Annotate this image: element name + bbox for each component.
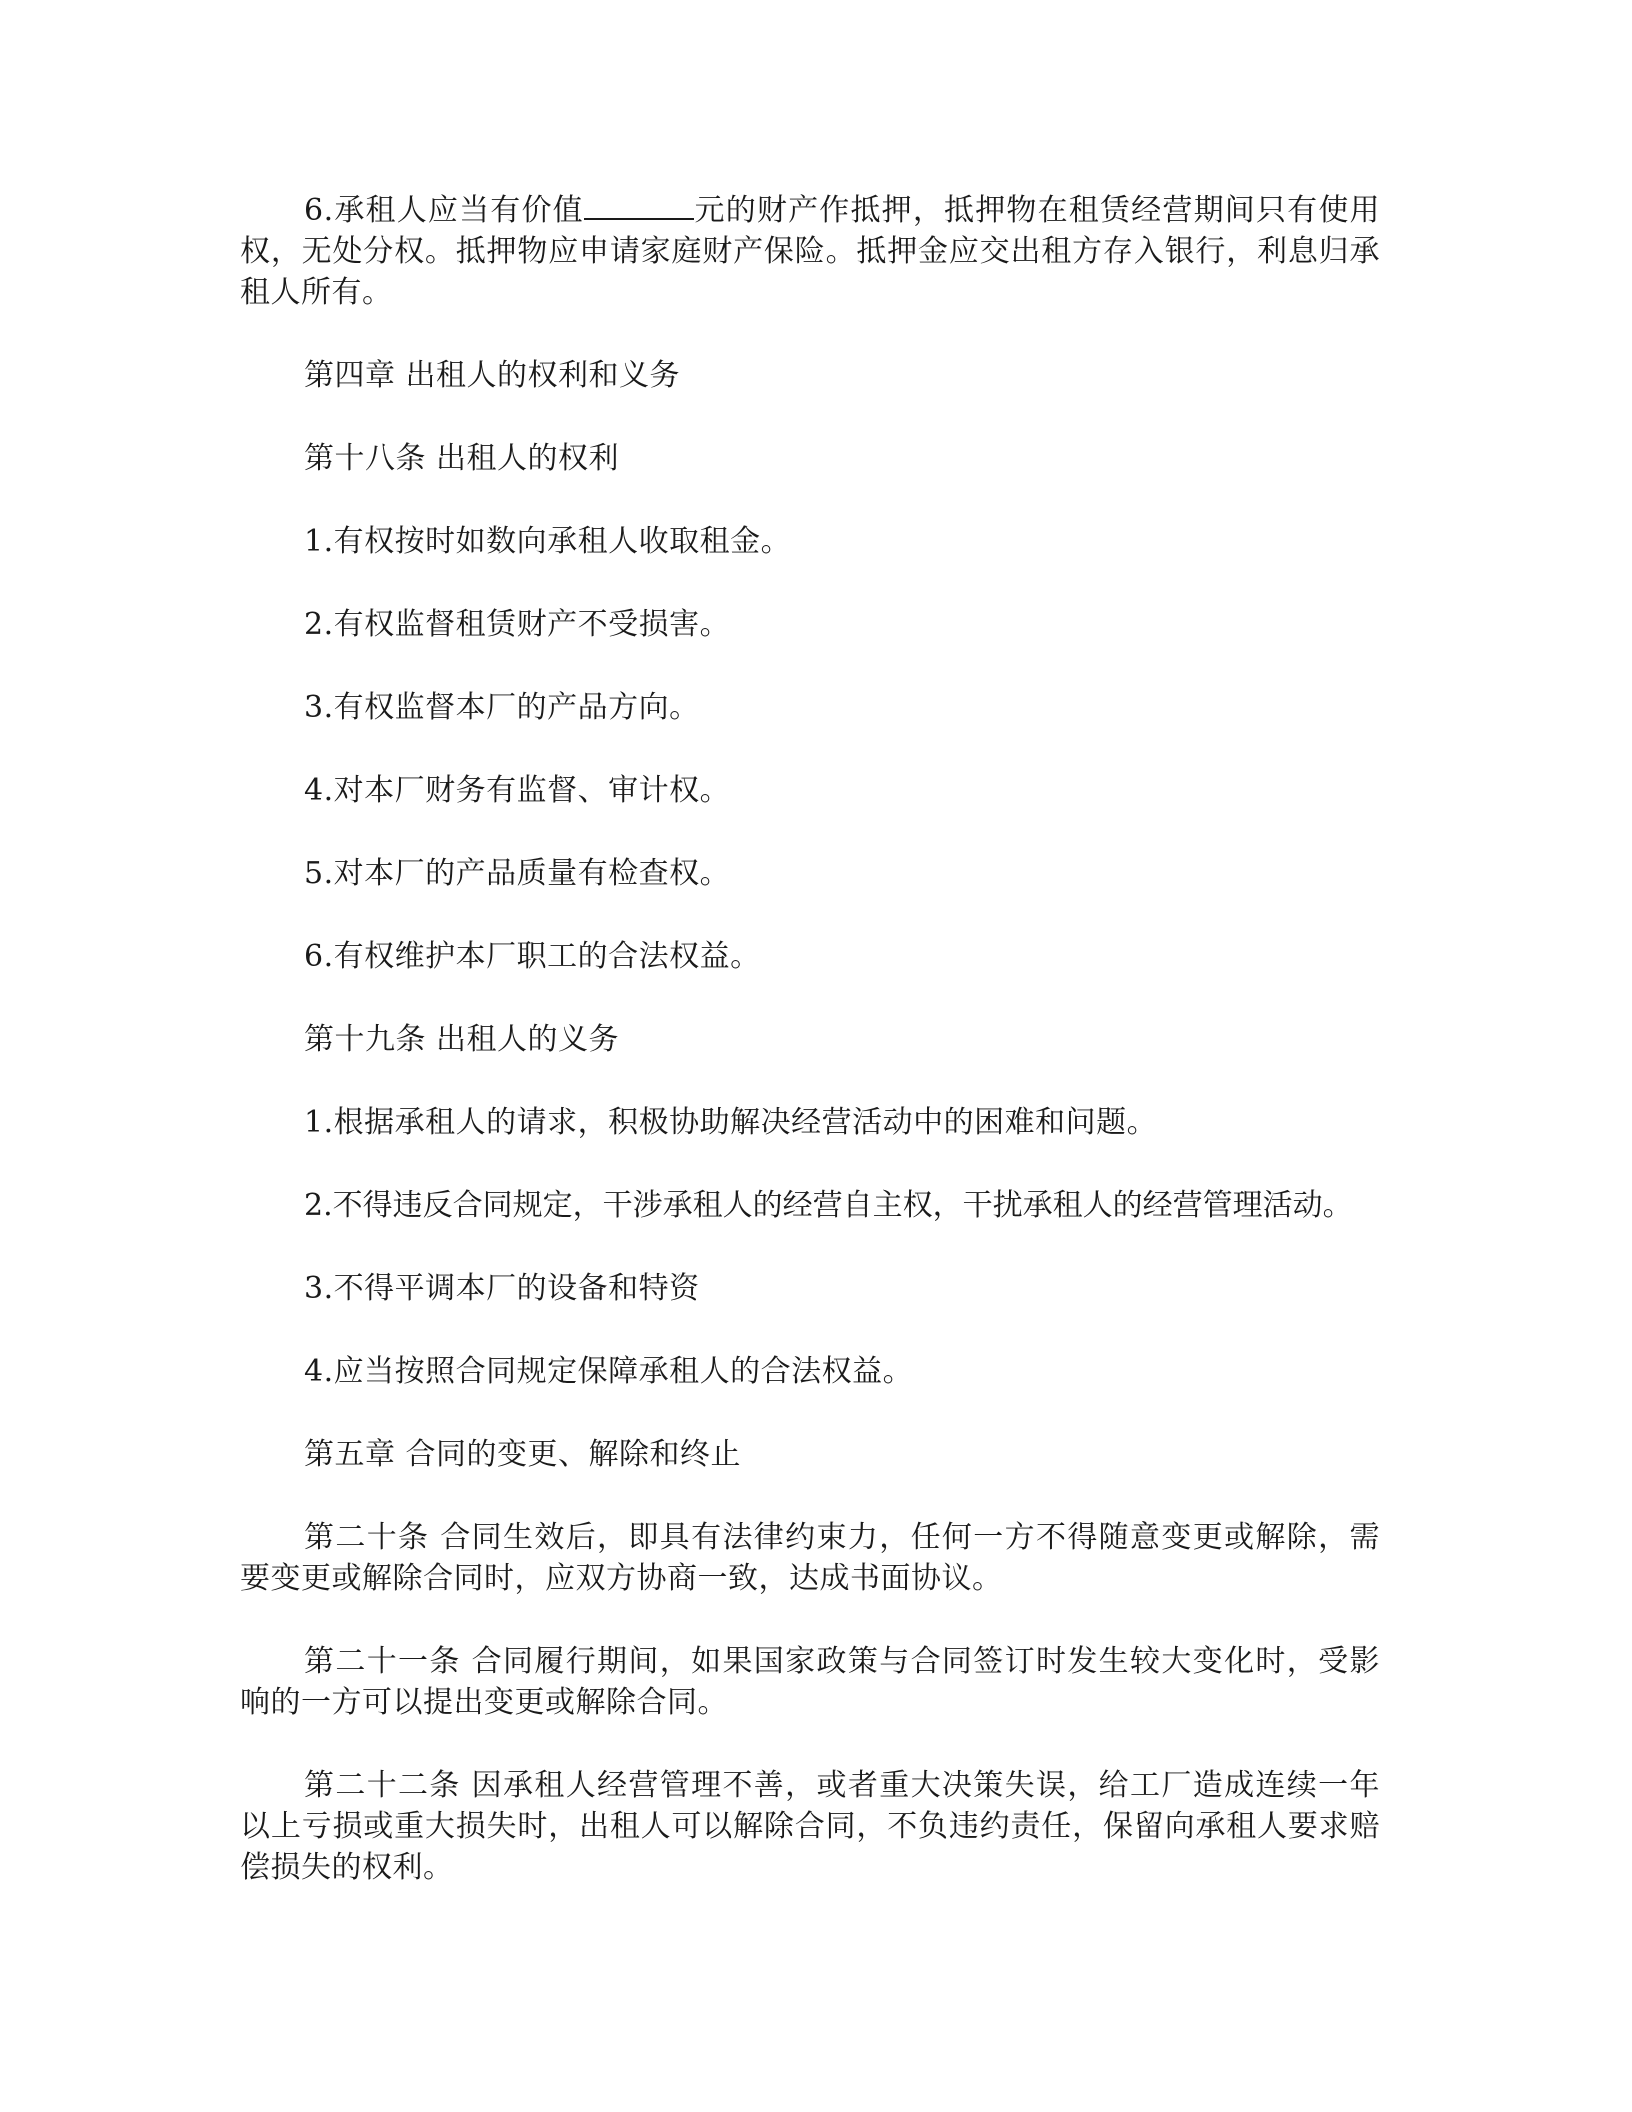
- document-body: [240, 188, 1380, 1930]
- list-item: 1.有权按时如数向承租人收取租金。: [304, 524, 792, 559]
- chapter-heading: 第五章 合同的变更、解除和终止: [304, 1437, 742, 1472]
- list-item: 6.有权维护本厂职工的合法权益。: [304, 939, 761, 974]
- article-paragraph: 第二十一条 合同履行期间，如果国家政策与合同签订时发生较大变化时，受影响的一方可以提出变更或解除合同。: [240, 1644, 1380, 1720]
- fill-in-blank: [584, 188, 694, 220]
- list-item: 3.不得平调本厂的设备和特资: [304, 1271, 700, 1306]
- list-item: 4.应当按照合同规定保障承租人的合法权益。: [304, 1354, 914, 1389]
- article-heading: 第十八条 出租人的权利: [304, 441, 620, 476]
- list-item: 2.不得违反合同规定，干涉承租人的经营自主权，干扰承租人的经营管理活动。: [304, 1188, 1353, 1223]
- list-item: 2.有权监督租赁财产不受损害。: [304, 607, 731, 642]
- paragraph-text: 6.承租人应当有价值: [304, 193, 584, 228]
- list-item: 4.对本厂财务有监督、审计权。: [304, 773, 731, 808]
- article-paragraph: 第二十条 合同生效后，即具有法律约束力，任何一方不得随意变更或解除，需要变更或解除合同时，应双方协商一致，达成书面协议。: [240, 1520, 1380, 1596]
- chapter-heading: 第四章 出租人的权利和义务: [304, 358, 681, 393]
- paragraph-collateral: [240, 188, 1380, 313]
- article-paragraph: 第二十二条 因承租人经营管理不善，或者重大决策失误，给工厂造成连续一年以上亏损或重大损失时，出租人可以解除合同，不负违约责任，保留向承租人要求赔偿损失的权利。: [240, 1768, 1380, 1885]
- list-item: 1.根据承租人的请求，积极协助解决经营活动中的困难和问题。: [304, 1105, 1158, 1140]
- list-item: 5.对本厂的产品质量有检查权。: [304, 856, 731, 891]
- paragraph-text: 元的财产作抵押，抵押物在租赁经营期间只有使用权，无处分权。抵押物应申请家庭财产保险。抵押金应交出租方存入银行，利息归承租人所有。: [240, 193, 1381, 310]
- article-heading: 第十九条 出租人的义务: [304, 1022, 620, 1057]
- list-item: 3.有权监督本厂的产品方向。: [304, 690, 700, 725]
